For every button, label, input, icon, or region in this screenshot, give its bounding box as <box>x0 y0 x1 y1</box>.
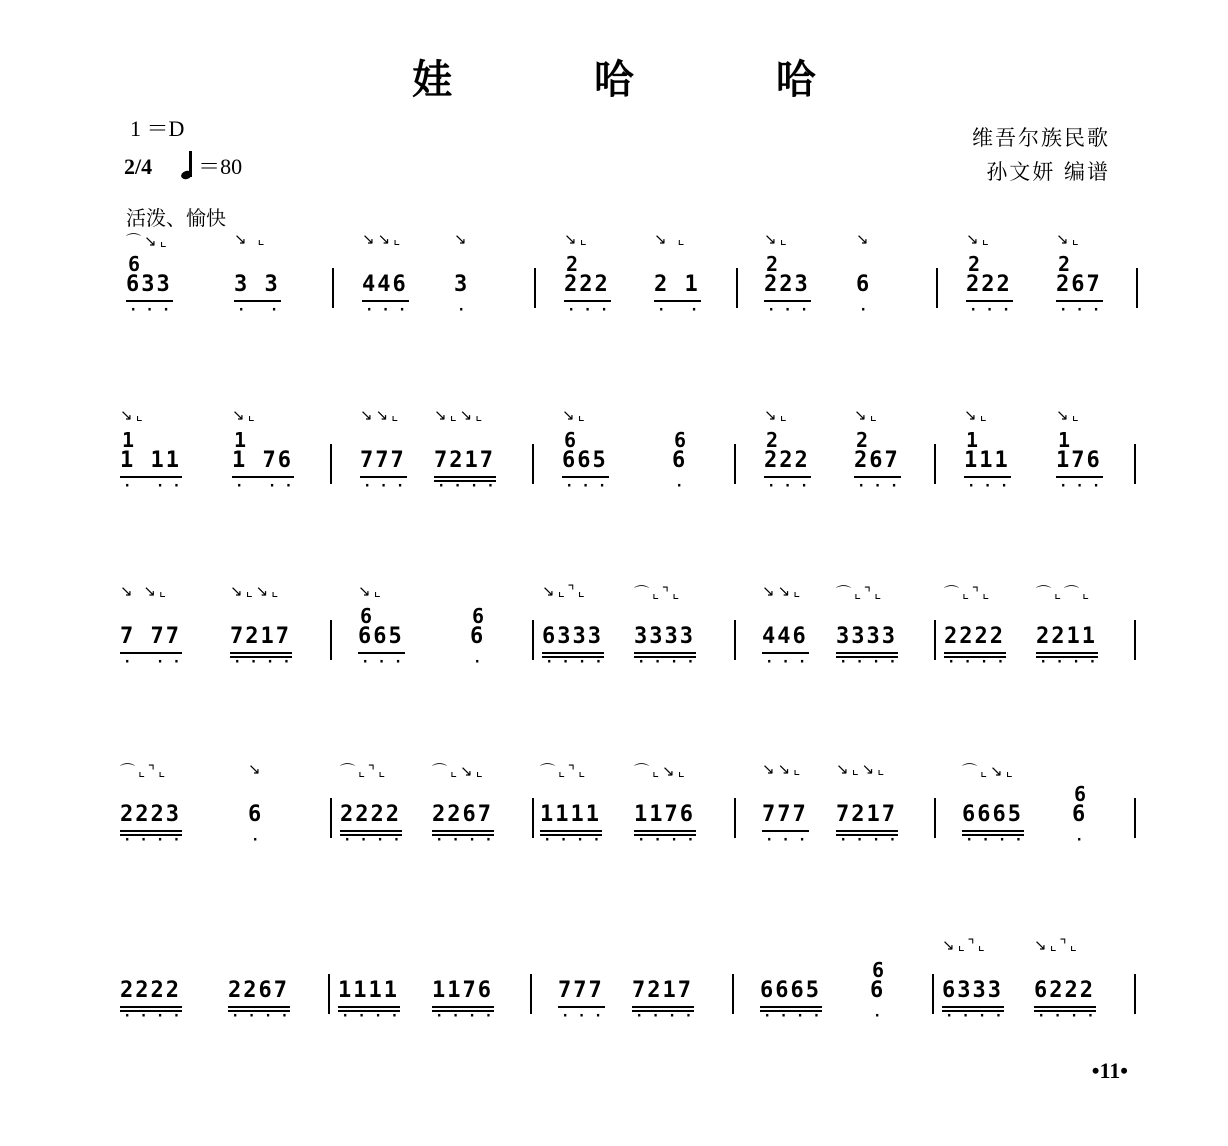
octave-dots: · <box>473 654 490 670</box>
bowing-mark: ↘⌞ <box>120 406 146 424</box>
note-group: 6 <box>856 272 872 297</box>
octave-dots: ··· <box>969 302 1019 318</box>
bowing-mark: ↘↘⌞ <box>762 582 804 600</box>
octave-dots: ···· <box>341 1008 407 1024</box>
octave-dots: ··· <box>857 478 907 494</box>
barline <box>332 268 334 308</box>
octave-dots: ··· <box>765 654 815 670</box>
octave-dots: ···· <box>123 1008 189 1024</box>
octave-dots: ···· <box>231 1008 297 1024</box>
octave-dots: ··· <box>363 478 413 494</box>
barline <box>934 444 936 484</box>
double-stop-note: 2 <box>1058 252 1071 276</box>
double-stop-note: 2 <box>766 252 779 276</box>
barline <box>534 268 536 308</box>
octave-dots: ···· <box>123 832 189 848</box>
bowing-mark: ↘⌞ <box>1056 406 1082 424</box>
bowing-mark: ↘⌞ <box>564 230 590 248</box>
octave-dots: ··· <box>1059 302 1109 318</box>
note-group: 2267 <box>228 978 289 1003</box>
credit-arranger: 孙文妍 编谱 <box>986 160 1110 184</box>
double-stop-note: 6 <box>472 604 485 628</box>
expression-marking: 活泼、愉快 <box>126 206 226 230</box>
note-group: 1176 <box>432 978 493 1003</box>
note-group: 6222 <box>1034 978 1095 1003</box>
bowing-mark: ↘ ⌞ <box>234 230 268 248</box>
barline <box>532 798 534 838</box>
bowing-mark: ↘ <box>454 230 470 248</box>
bowing-mark: ⌒⌞⌝⌞ <box>540 762 589 780</box>
double-stop-note: 6 <box>564 428 577 452</box>
note-group: 6 <box>870 978 886 1003</box>
bowing-mark: ⌒⌞↘⌞ <box>432 762 486 780</box>
note-group: 2222 <box>340 802 401 827</box>
octave-dots: ··· <box>767 478 817 494</box>
octave-dots: ···· <box>543 832 609 848</box>
octave-dots: ···· <box>839 654 905 670</box>
double-stop-note: 2 <box>968 252 981 276</box>
note-group: 633 <box>126 272 172 297</box>
bowing-mark: ↘⌞ <box>854 406 880 424</box>
note-group: 267 <box>854 448 900 473</box>
note-group: 1176 <box>634 802 695 827</box>
double-stop-note: 1 <box>1058 428 1071 452</box>
bowing-mark: ⌒⌞⌝⌞ <box>836 584 885 602</box>
score-row <box>0 758 1228 878</box>
octave-dots: · · <box>657 302 707 318</box>
bowing-mark: ↘⌞↘⌞ <box>434 406 486 424</box>
note-group: 2223 <box>120 802 181 827</box>
bowing-mark: ⌒⌞⌝⌞ <box>944 584 993 602</box>
barline <box>330 620 332 660</box>
octave-dots: · <box>873 1008 890 1024</box>
octave-dots: ···· <box>635 1008 701 1024</box>
note-group: 111 <box>964 448 1010 473</box>
double-stop-note: 6 <box>1074 782 1087 806</box>
octave-dots: ···· <box>1039 654 1105 670</box>
note-group: 267 <box>1056 272 1102 297</box>
bowing-mark: ↘ <box>856 230 872 248</box>
bowing-mark: ↘⌞ <box>1056 230 1082 248</box>
barline <box>1134 974 1136 1014</box>
song-title: 娃 哈 哈 <box>412 57 880 103</box>
bowing-mark: ⌒⌞⌝⌞ <box>120 762 169 780</box>
barline <box>734 798 736 838</box>
bowing-mark: ↘⌞ <box>764 406 790 424</box>
barline <box>1134 798 1136 838</box>
double-stop-note: 6 <box>674 428 687 452</box>
octave-dots: · ·· <box>235 478 301 494</box>
score-row <box>0 580 1228 700</box>
barline <box>1134 444 1136 484</box>
bowing-mark: ↘⌞ <box>764 230 790 248</box>
note-group: 3333 <box>836 624 897 649</box>
barline <box>732 974 734 1014</box>
note-group: 222 <box>966 272 1012 297</box>
score-row <box>0 228 1228 348</box>
note-group: 777 <box>762 802 808 827</box>
octave-dots: ··· <box>1059 478 1109 494</box>
note-group: 6 <box>248 802 264 827</box>
quarter-note-icon <box>180 151 194 181</box>
score-row <box>0 404 1228 524</box>
octave-dots: ···· <box>437 478 503 494</box>
barline <box>932 974 934 1014</box>
barline <box>734 444 736 484</box>
octave-dots: ··· <box>565 478 615 494</box>
note-group: 446 <box>362 272 408 297</box>
note-group: 222 <box>564 272 610 297</box>
note-group: 6333 <box>942 978 1003 1003</box>
note-group: 2 1 <box>654 272 700 297</box>
note-group: 6665 <box>760 978 821 1003</box>
octave-dots: ··· <box>967 478 1017 494</box>
octave-dots: · <box>859 302 876 318</box>
octave-dots: ··· <box>767 302 817 318</box>
tempo-value: ＝80 <box>198 154 243 179</box>
barline <box>530 974 532 1014</box>
note-group: 7217 <box>836 802 897 827</box>
octave-dots: ··· <box>561 1008 611 1024</box>
bowing-mark: ↘⌞⌝⌞ <box>942 936 988 954</box>
note-group: 1111 <box>540 802 601 827</box>
note-group: 2222 <box>944 624 1005 649</box>
bowing-mark: ⌒⌞⌝⌞ <box>340 762 389 780</box>
octave-dots: ··· <box>129 302 179 318</box>
bowing-mark: ⌒⌞↘⌞ <box>634 762 688 780</box>
octave-dots: ··· <box>361 654 411 670</box>
octave-dots: · ·· <box>123 654 189 670</box>
bowing-mark: ↘ ↘⌞ <box>120 582 169 600</box>
barline <box>1134 620 1136 660</box>
octave-dots: ···· <box>637 832 703 848</box>
bowing-mark: ⌒⌞⌒⌞ <box>1036 584 1093 602</box>
octave-dots: ···· <box>637 654 703 670</box>
note-group: 665 <box>358 624 404 649</box>
octave-dots: ···· <box>839 832 905 848</box>
note-group: 777 <box>558 978 604 1003</box>
double-stop-note: 2 <box>566 252 579 276</box>
double-stop-note: 1 <box>966 428 979 452</box>
barline <box>1136 268 1138 308</box>
bowing-mark: ⌒⌞↘⌞ <box>962 762 1016 780</box>
note-group: 665 <box>562 448 608 473</box>
note-group: 6 <box>672 448 688 473</box>
note-group: 6 <box>470 624 486 649</box>
octave-dots: · <box>675 478 692 494</box>
octave-dots: ··· <box>567 302 617 318</box>
note-group: 6 <box>1072 802 1088 827</box>
octave-dots: ··· <box>365 302 415 318</box>
bowing-mark: ↘⌞ <box>966 230 992 248</box>
octave-dots: · <box>457 302 474 318</box>
octave-dots: · <box>1075 832 1092 848</box>
double-stop-note: 1 <box>234 428 247 452</box>
note-group: 7217 <box>632 978 693 1003</box>
barline <box>934 620 936 660</box>
double-stop-note: 2 <box>766 428 779 452</box>
octave-dots: · ·· <box>123 478 189 494</box>
octave-dots: ···· <box>233 654 299 670</box>
note-group: 3 <box>454 272 470 297</box>
note-group: 777 <box>360 448 406 473</box>
octave-dots: ···· <box>545 654 611 670</box>
bowing-mark: ↘⌞⌝⌞ <box>1034 936 1080 954</box>
note-group: 6665 <box>962 802 1023 827</box>
bowing-mark: ⌒⌞⌝⌞ <box>634 584 683 602</box>
note-group: 1111 <box>338 978 399 1003</box>
bowing-mark: ⌒↘⌞ <box>126 232 170 250</box>
bowing-mark: ↘⌞ <box>232 406 258 424</box>
octave-dots: ···· <box>763 1008 829 1024</box>
bowing-mark: ↘⌞ <box>358 582 384 600</box>
score-row <box>0 934 1228 1054</box>
note-group: 7217 <box>230 624 291 649</box>
barline <box>934 798 936 838</box>
octave-dots: ···· <box>435 1008 501 1024</box>
note-group: 1 11 <box>120 448 181 473</box>
octave-dots: ··· <box>765 832 815 848</box>
note-group: 6333 <box>542 624 603 649</box>
octave-dots: ···· <box>343 832 409 848</box>
key-signature: 1 ＝D <box>130 116 185 141</box>
note-group: 7217 <box>434 448 495 473</box>
note-group: 176 <box>1056 448 1102 473</box>
note-group: 2211 <box>1036 624 1097 649</box>
octave-dots: · <box>251 832 268 848</box>
octave-dots: ···· <box>965 832 1031 848</box>
barline <box>532 620 534 660</box>
page-number: •11• <box>1091 1058 1128 1083</box>
bowing-mark: ↘⌞ <box>964 406 990 424</box>
barline <box>330 444 332 484</box>
bowing-mark: ↘⌞↘⌞ <box>230 582 282 600</box>
double-stop-note: 6 <box>872 958 885 982</box>
note-group: 223 <box>764 272 810 297</box>
bowing-mark: ↘↘⌞ <box>762 760 804 778</box>
note-group: 3 3 <box>234 272 280 297</box>
barline <box>734 620 736 660</box>
octave-dots: ···· <box>435 832 501 848</box>
tempo-line <box>124 150 242 181</box>
note-group: 3333 <box>634 624 695 649</box>
note-group: 2267 <box>432 802 493 827</box>
note-group: 1 76 <box>232 448 293 473</box>
note-group: 446 <box>762 624 808 649</box>
octave-dots: ···· <box>1037 1008 1103 1024</box>
octave-dots: ···· <box>947 654 1013 670</box>
bowing-mark: ↘↘⌞ <box>362 230 404 248</box>
double-stop-note: 2 <box>856 428 869 452</box>
bowing-mark: ↘ ⌞ <box>654 230 688 248</box>
barline <box>532 444 534 484</box>
barline <box>936 268 938 308</box>
barline <box>736 268 738 308</box>
note-group: 7 77 <box>120 624 181 649</box>
credit-origin: 维吾尔族民歌 <box>972 126 1110 150</box>
bowing-mark: ↘ <box>248 760 264 778</box>
bowing-mark: ↘↘⌞ <box>360 406 402 424</box>
barline <box>328 974 330 1014</box>
barline <box>330 798 332 838</box>
double-stop-note: 6 <box>360 604 373 628</box>
octave-dots: · · <box>237 302 287 318</box>
note-group: 222 <box>764 448 810 473</box>
bowing-mark: ↘⌞↘⌞ <box>836 760 888 778</box>
octave-dots: ···· <box>945 1008 1011 1024</box>
note-group: 2222 <box>120 978 181 1003</box>
time-signature: 2/4 <box>124 154 153 179</box>
bowing-mark: ↘⌞ <box>562 406 588 424</box>
double-stop-note: 1 <box>122 428 135 452</box>
bowing-mark: ↘⌞⌝⌞ <box>542 582 588 600</box>
double-stop-note: 6 <box>128 252 141 276</box>
